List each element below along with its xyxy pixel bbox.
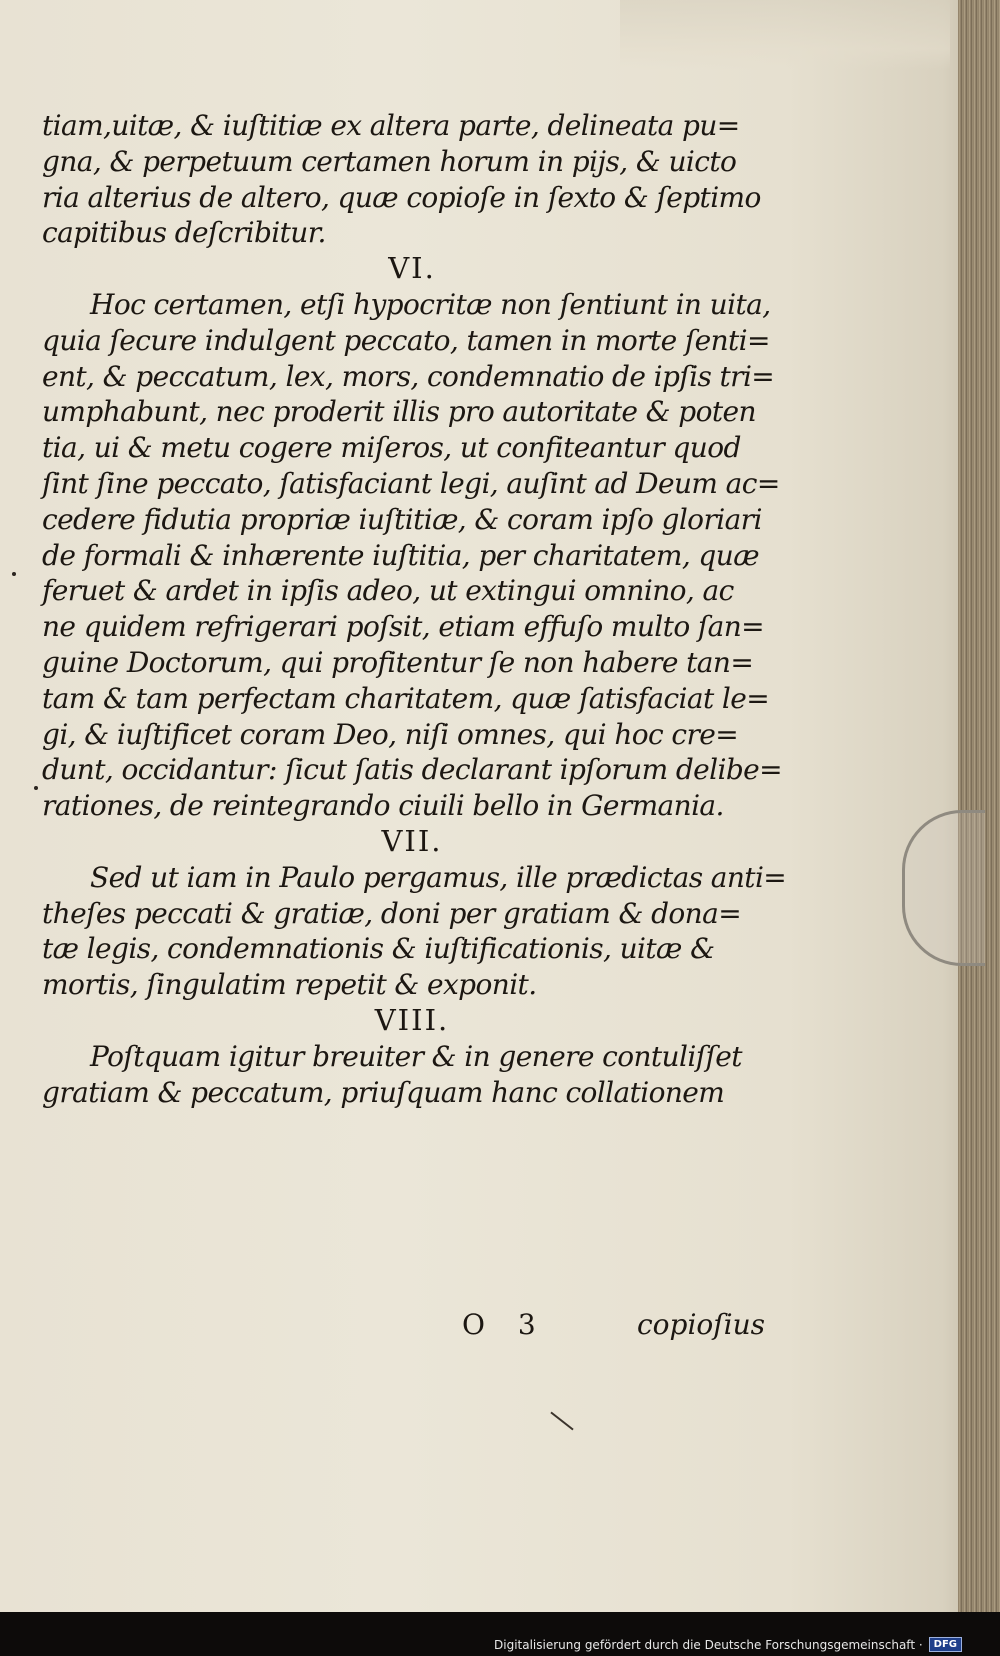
text-line: tam & tam perfectam charitatem, quæ ſatisfaciat le= [42,681,770,715]
page-clip [902,810,985,966]
dfg-logo: DFG [929,1637,962,1652]
text-line: feruet & ardet in ipſis adeo, ut extingui omnino, ac [42,574,734,608]
text-line: rationes, de reintegrando ciuili bello in Germania. [42,789,724,823]
catchword: copioſius [637,1308,765,1341]
section-heading-vi: VI. [388,251,436,286]
text-line: guine Doctorum, qui profitentur ſe non habere tan= [42,645,754,679]
credit-text: Digitalisierung gefördert durch die Deutsche Forschungsgemeinschaft · [494,1637,923,1652]
text-line: dunt, occidantur: ſicut ſatis declarant ipſorum delibe= [42,753,783,787]
page-text [42,108,787,1110]
text-line: umphabunt, nec proderit illis pro autoritate & poten [42,395,756,429]
text-line: ne quidem refrigerari poſsit, etiam effuſo multo ſan= [42,610,765,644]
text-line: quia ſecure indulgent peccato, tamen in morte ſenti= [42,323,770,357]
text-line: tæ legis, condemnationis & iuſtificationis, uitæ & [42,932,715,966]
text-line: tiam,uitæ, & iuſtitiæ ex altera parte, delineata pu= [42,109,740,142]
text-line: gratiam & peccatum, priuſquam hanc collationem [42,1075,725,1109]
text-line: capitibus deſcribitur. [42,216,326,250]
paper-speck [34,786,38,790]
text-line: Sed ut iam in Paulo pergamus, ille prædictas anti= [90,860,787,894]
text-line: ent, & peccatum, lex, mors, condemnatio de ipſis tri= [42,359,775,393]
text-line: tia, ui & metu cogere miſeros, ut confiteantur quod [42,431,741,465]
text-line: theſes peccati & gratiæ, doni per gratiam & dona= [42,896,742,930]
text-line: ſint ſine peccato, ſatisfaciant legi, auſint ad Deum ac= [42,466,780,500]
text-line: gi, & iuſtificet coram Deo, niſi omnes, qui hoc cre= [42,717,739,751]
book-edge [958,0,1000,1615]
text-line: cedere fidutia propriæ iuſtitiæ, & coram ipſo gloriari [42,502,762,536]
text-line: ria alterius de altero, quæ copioſe in ſexto & ſeptimo [42,180,761,214]
text-line: Poſtquam igitur breuiter & in genere contuliſſet [90,1039,742,1073]
page-footer-line [0,1308,765,1348]
text-line: de formali & inhærente iuſtitia, per charitatem, quæ [42,538,759,572]
text-line: mortis, ſingulatim repetit & exponit. [42,968,537,1002]
scan-bottom-bar [0,1612,1000,1656]
text-line: gna, & perpetuum certamen horum in pijs, & uicto [42,144,737,178]
signature-mark: O 3 [462,1308,548,1341]
text-line: Hoc certamen, etſi hypocritæ non ſentiunt in uita, [90,287,771,321]
page-fold-shadow [620,0,950,70]
section-heading-viii: VIII. [374,1002,450,1037]
paper-speck [12,572,16,576]
section-heading-vii: VII. [381,823,443,858]
digitization-credit [494,1637,962,1652]
